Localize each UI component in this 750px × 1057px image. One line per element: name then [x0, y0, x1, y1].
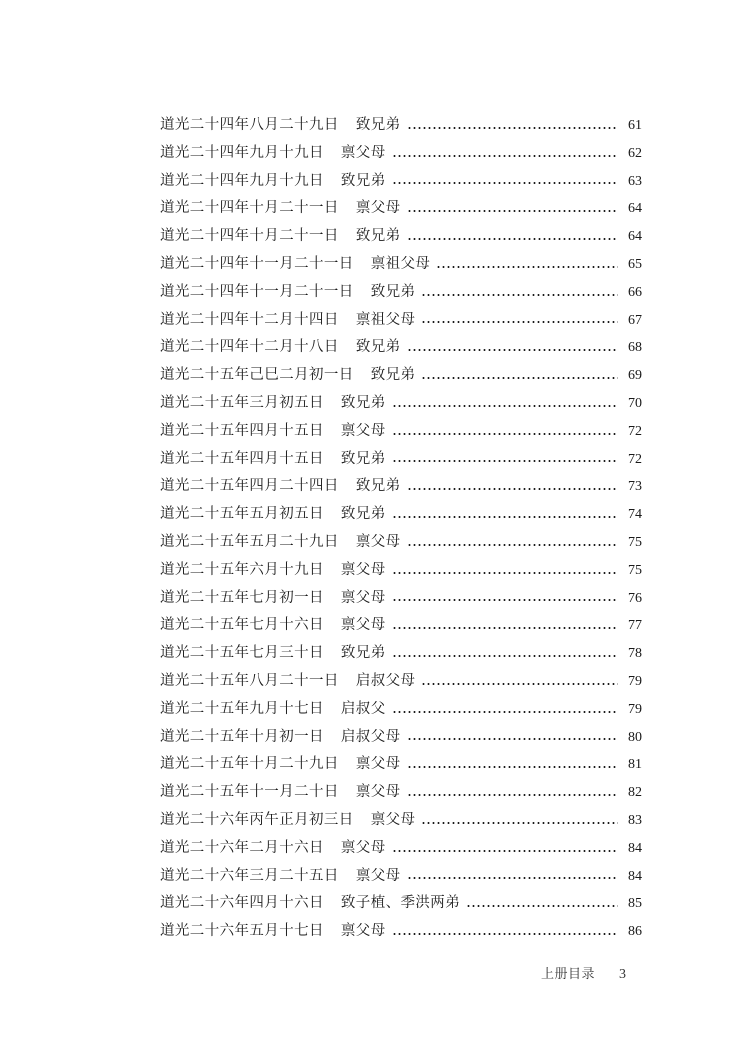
- toc-entry-title: 致兄弟: [355, 478, 401, 495]
- toc-entry-page-number: 84: [628, 840, 642, 856]
- dot-leader: [392, 850, 618, 852]
- dot-leader: [407, 766, 618, 768]
- toc-entry-date: 道光二十五年七月初一日: [160, 589, 324, 606]
- toc-entry-page-number: 77: [628, 618, 642, 634]
- toc-entry-page-number: 68: [628, 340, 642, 356]
- toc-entry: [160, 668, 642, 696]
- dot-leader: [392, 182, 618, 184]
- toc-entry: [160, 779, 642, 807]
- toc-entry-date: 道光二十五年四月十五日: [160, 422, 324, 439]
- toc-entry-page-number: 75: [628, 534, 642, 550]
- toc-entry: [160, 390, 642, 418]
- toc-entry-date: 道光二十五年四月十五日: [160, 450, 324, 467]
- toc-entry-date: 道光二十五年十月二十九日: [160, 756, 339, 773]
- toc-entry: [160, 279, 642, 307]
- dot-leader: [407, 349, 618, 351]
- toc-entry-page-number: 76: [628, 590, 642, 606]
- toc-entry-title: 致兄弟: [340, 450, 386, 467]
- toc-entry-page-number: 63: [628, 173, 642, 189]
- toc-entry-title: 致子植、季洪两弟: [340, 895, 461, 912]
- toc-entry: [160, 640, 642, 668]
- toc-entry-date: 道光二十六年二月十六日: [160, 839, 324, 856]
- toc-entry-page-number: 79: [628, 673, 642, 689]
- toc-entry-date: 道光二十五年己巳二月初一日: [160, 367, 354, 384]
- toc-entry-page-number: 82: [628, 785, 642, 801]
- toc-entry-title: 致兄弟: [340, 506, 386, 523]
- toc-entry-date: 道光二十四年九月十九日: [160, 172, 324, 189]
- toc-entry-page-number: 70: [628, 395, 642, 411]
- toc-entry-title: 禀父母: [340, 561, 386, 578]
- toc-entry-date: 道光二十五年七月十六日: [160, 617, 324, 634]
- toc-entry: [160, 724, 642, 752]
- toc-entry-page-number: 84: [628, 868, 642, 884]
- dot-leader: [407, 127, 618, 129]
- toc-entry-date: 道光二十六年丙午正月初三日: [160, 811, 354, 828]
- dot-leader: [392, 155, 618, 157]
- toc-entry-date: 道光二十五年四月二十四日: [160, 478, 339, 495]
- toc-entry-page-number: 79: [628, 701, 642, 717]
- toc-entry-title: 禀父母: [370, 811, 416, 828]
- toc-entry: [160, 168, 642, 196]
- toc-entry-date: 道光二十六年五月十七日: [160, 923, 324, 940]
- toc-entry-date: 道光二十五年十月初一日: [160, 728, 324, 745]
- toc-entry: [160, 529, 642, 557]
- dot-leader: [407, 238, 618, 240]
- dot-leader: [392, 711, 618, 713]
- toc-entry-title: 启叔父: [340, 700, 386, 717]
- dot-leader: [421, 377, 618, 379]
- toc-entry-date: 道光二十四年十一月二十一日: [160, 255, 354, 272]
- toc-entry-title: 致兄弟: [355, 117, 401, 133]
- toc-entry-date: 道光二十五年五月初五日: [160, 506, 324, 523]
- toc-entry: [160, 585, 642, 613]
- toc-entry-date: 道光二十五年六月十九日: [160, 561, 324, 578]
- toc-entry-title: 禀父母: [340, 923, 386, 940]
- toc-entry-page-number: 72: [628, 451, 642, 467]
- toc-entry: [160, 751, 642, 779]
- dot-leader: [392, 433, 618, 435]
- toc-entry-date: 道光二十四年十月二十一日: [160, 200, 339, 217]
- toc-entry-title: 禀父母: [355, 784, 401, 801]
- toc-entry: [160, 863, 642, 891]
- toc-entry-page-number: 64: [628, 229, 642, 245]
- toc-entry-title: 致兄弟: [355, 339, 401, 356]
- toc-entry-page-number: 83: [628, 812, 642, 828]
- dot-leader: [392, 405, 618, 407]
- toc-entry-date: 道光二十四年十月二十一日: [160, 228, 339, 245]
- toc-entry-title: 致兄弟: [355, 228, 401, 245]
- toc-entry: [160, 473, 642, 501]
- toc-entry: [160, 612, 642, 640]
- toc-entry-page-number: 74: [628, 507, 642, 523]
- toc-entry-date: 道光二十六年三月二十五日: [160, 867, 339, 884]
- toc-entry-title: 致兄弟: [340, 394, 386, 411]
- toc-entry-title: 禀父母: [355, 756, 401, 773]
- dot-leader: [392, 460, 618, 462]
- toc-entry-title: 禀祖父母: [370, 255, 431, 272]
- toc-entry-title: 禀父母: [355, 200, 401, 217]
- toc-entry-date: 道光二十五年三月初五日: [160, 394, 324, 411]
- footer-page-number: 3: [619, 967, 627, 982]
- toc-entry-date: 道光二十四年十一月二十一日: [160, 283, 354, 300]
- toc-entry-title: 启叔父母: [340, 728, 401, 745]
- toc-entry: [160, 140, 642, 168]
- toc-entry-page-number: 72: [628, 423, 642, 439]
- toc-entry: [160, 195, 642, 223]
- toc-entry-page-number: 67: [628, 312, 642, 328]
- dot-leader: [392, 516, 618, 518]
- dot-leader: [407, 210, 618, 212]
- toc-entry-date: 道光二十四年九月十九日: [160, 144, 324, 161]
- dot-leader: [421, 822, 618, 824]
- toc-entry-page-number: 65: [628, 256, 642, 272]
- toc-entry-page-number: 62: [628, 145, 642, 161]
- toc-entry-date: 道光二十四年十二月十八日: [160, 339, 339, 356]
- toc-entry: [160, 696, 642, 724]
- toc-entry: [160, 418, 642, 446]
- footer-section-title: 上册目录: [541, 967, 596, 982]
- dot-leader: [466, 905, 618, 907]
- toc-entry-date: 道光二十五年七月三十日: [160, 645, 324, 662]
- toc-entry-date: 道光二十五年五月二十九日: [160, 533, 339, 550]
- toc-entry: [160, 557, 642, 585]
- toc-entry-page-number: 75: [628, 562, 642, 578]
- dot-leader: [407, 794, 618, 796]
- toc-entry-page-number: 86: [628, 924, 642, 940]
- dot-leader: [436, 266, 618, 268]
- toc-entry-title: 禀父母: [355, 533, 401, 550]
- toc-entry-date: 道光二十四年十二月十四日: [160, 311, 339, 328]
- dot-leader: [392, 627, 618, 629]
- toc-entry-date: 道光二十四年八月二十九日: [160, 117, 339, 133]
- toc-entry-title: 致兄弟: [340, 172, 386, 189]
- toc-entry-title: 禀父母: [340, 839, 386, 856]
- toc-entry: [160, 362, 642, 390]
- table-of-contents: [160, 112, 642, 946]
- dot-leader: [392, 599, 618, 601]
- toc-entry-title: 致兄弟: [370, 367, 416, 384]
- toc-entry-title: 致兄弟: [340, 645, 386, 662]
- dot-leader: [407, 738, 618, 740]
- toc-entry-title: 禀父母: [340, 617, 386, 634]
- toc-entry-title: 禀父母: [340, 589, 386, 606]
- dot-leader: [407, 544, 618, 546]
- toc-entry-title: 禀父母: [340, 144, 386, 161]
- page-footer: [541, 963, 626, 983]
- toc-entry: [160, 446, 642, 474]
- toc-entry: [160, 918, 642, 946]
- toc-entry-date: 道光二十五年九月十七日: [160, 700, 324, 717]
- toc-entry: [160, 835, 642, 863]
- toc-entry-page-number: 64: [628, 201, 642, 217]
- toc-entry-title: 禀父母: [340, 422, 386, 439]
- toc-entry: [160, 251, 642, 279]
- toc-entry-page-number: 78: [628, 646, 642, 662]
- dot-leader: [392, 933, 618, 935]
- dot-leader: [407, 488, 618, 490]
- toc-entry-page-number: 61: [628, 118, 642, 133]
- dot-leader: [392, 655, 618, 657]
- toc-entry: [160, 890, 642, 918]
- toc-entry-title: 致兄弟: [370, 283, 416, 300]
- dot-leader: [421, 683, 618, 685]
- toc-entry-page-number: 85: [628, 896, 642, 912]
- toc-entry-page-number: 81: [628, 757, 642, 773]
- dot-leader: [392, 572, 618, 574]
- toc-entry-title: 禀祖父母: [355, 311, 416, 328]
- toc-entry-page-number: 66: [628, 284, 642, 300]
- toc-entry-date: 道光二十六年四月十六日: [160, 895, 324, 912]
- toc-entry-title: 禀父母: [355, 867, 401, 884]
- toc-entry-title: 启叔父母: [355, 672, 416, 689]
- dot-leader: [421, 321, 618, 323]
- toc-entry: [160, 807, 642, 835]
- toc-entry-date: 道光二十五年八月二十一日: [160, 672, 339, 689]
- dot-leader: [407, 877, 618, 879]
- toc-entry-page-number: 73: [628, 479, 642, 495]
- toc-entry: [160, 307, 642, 335]
- toc-entry-date: 道光二十五年十一月二十日: [160, 784, 339, 801]
- toc-entry: [160, 223, 642, 251]
- toc-entry: [160, 112, 642, 140]
- toc-entry-page-number: 80: [628, 729, 642, 745]
- toc-entry: [160, 501, 642, 529]
- toc-entry: [160, 334, 642, 362]
- dot-leader: [421, 294, 618, 296]
- toc-entry-page-number: 69: [628, 368, 642, 384]
